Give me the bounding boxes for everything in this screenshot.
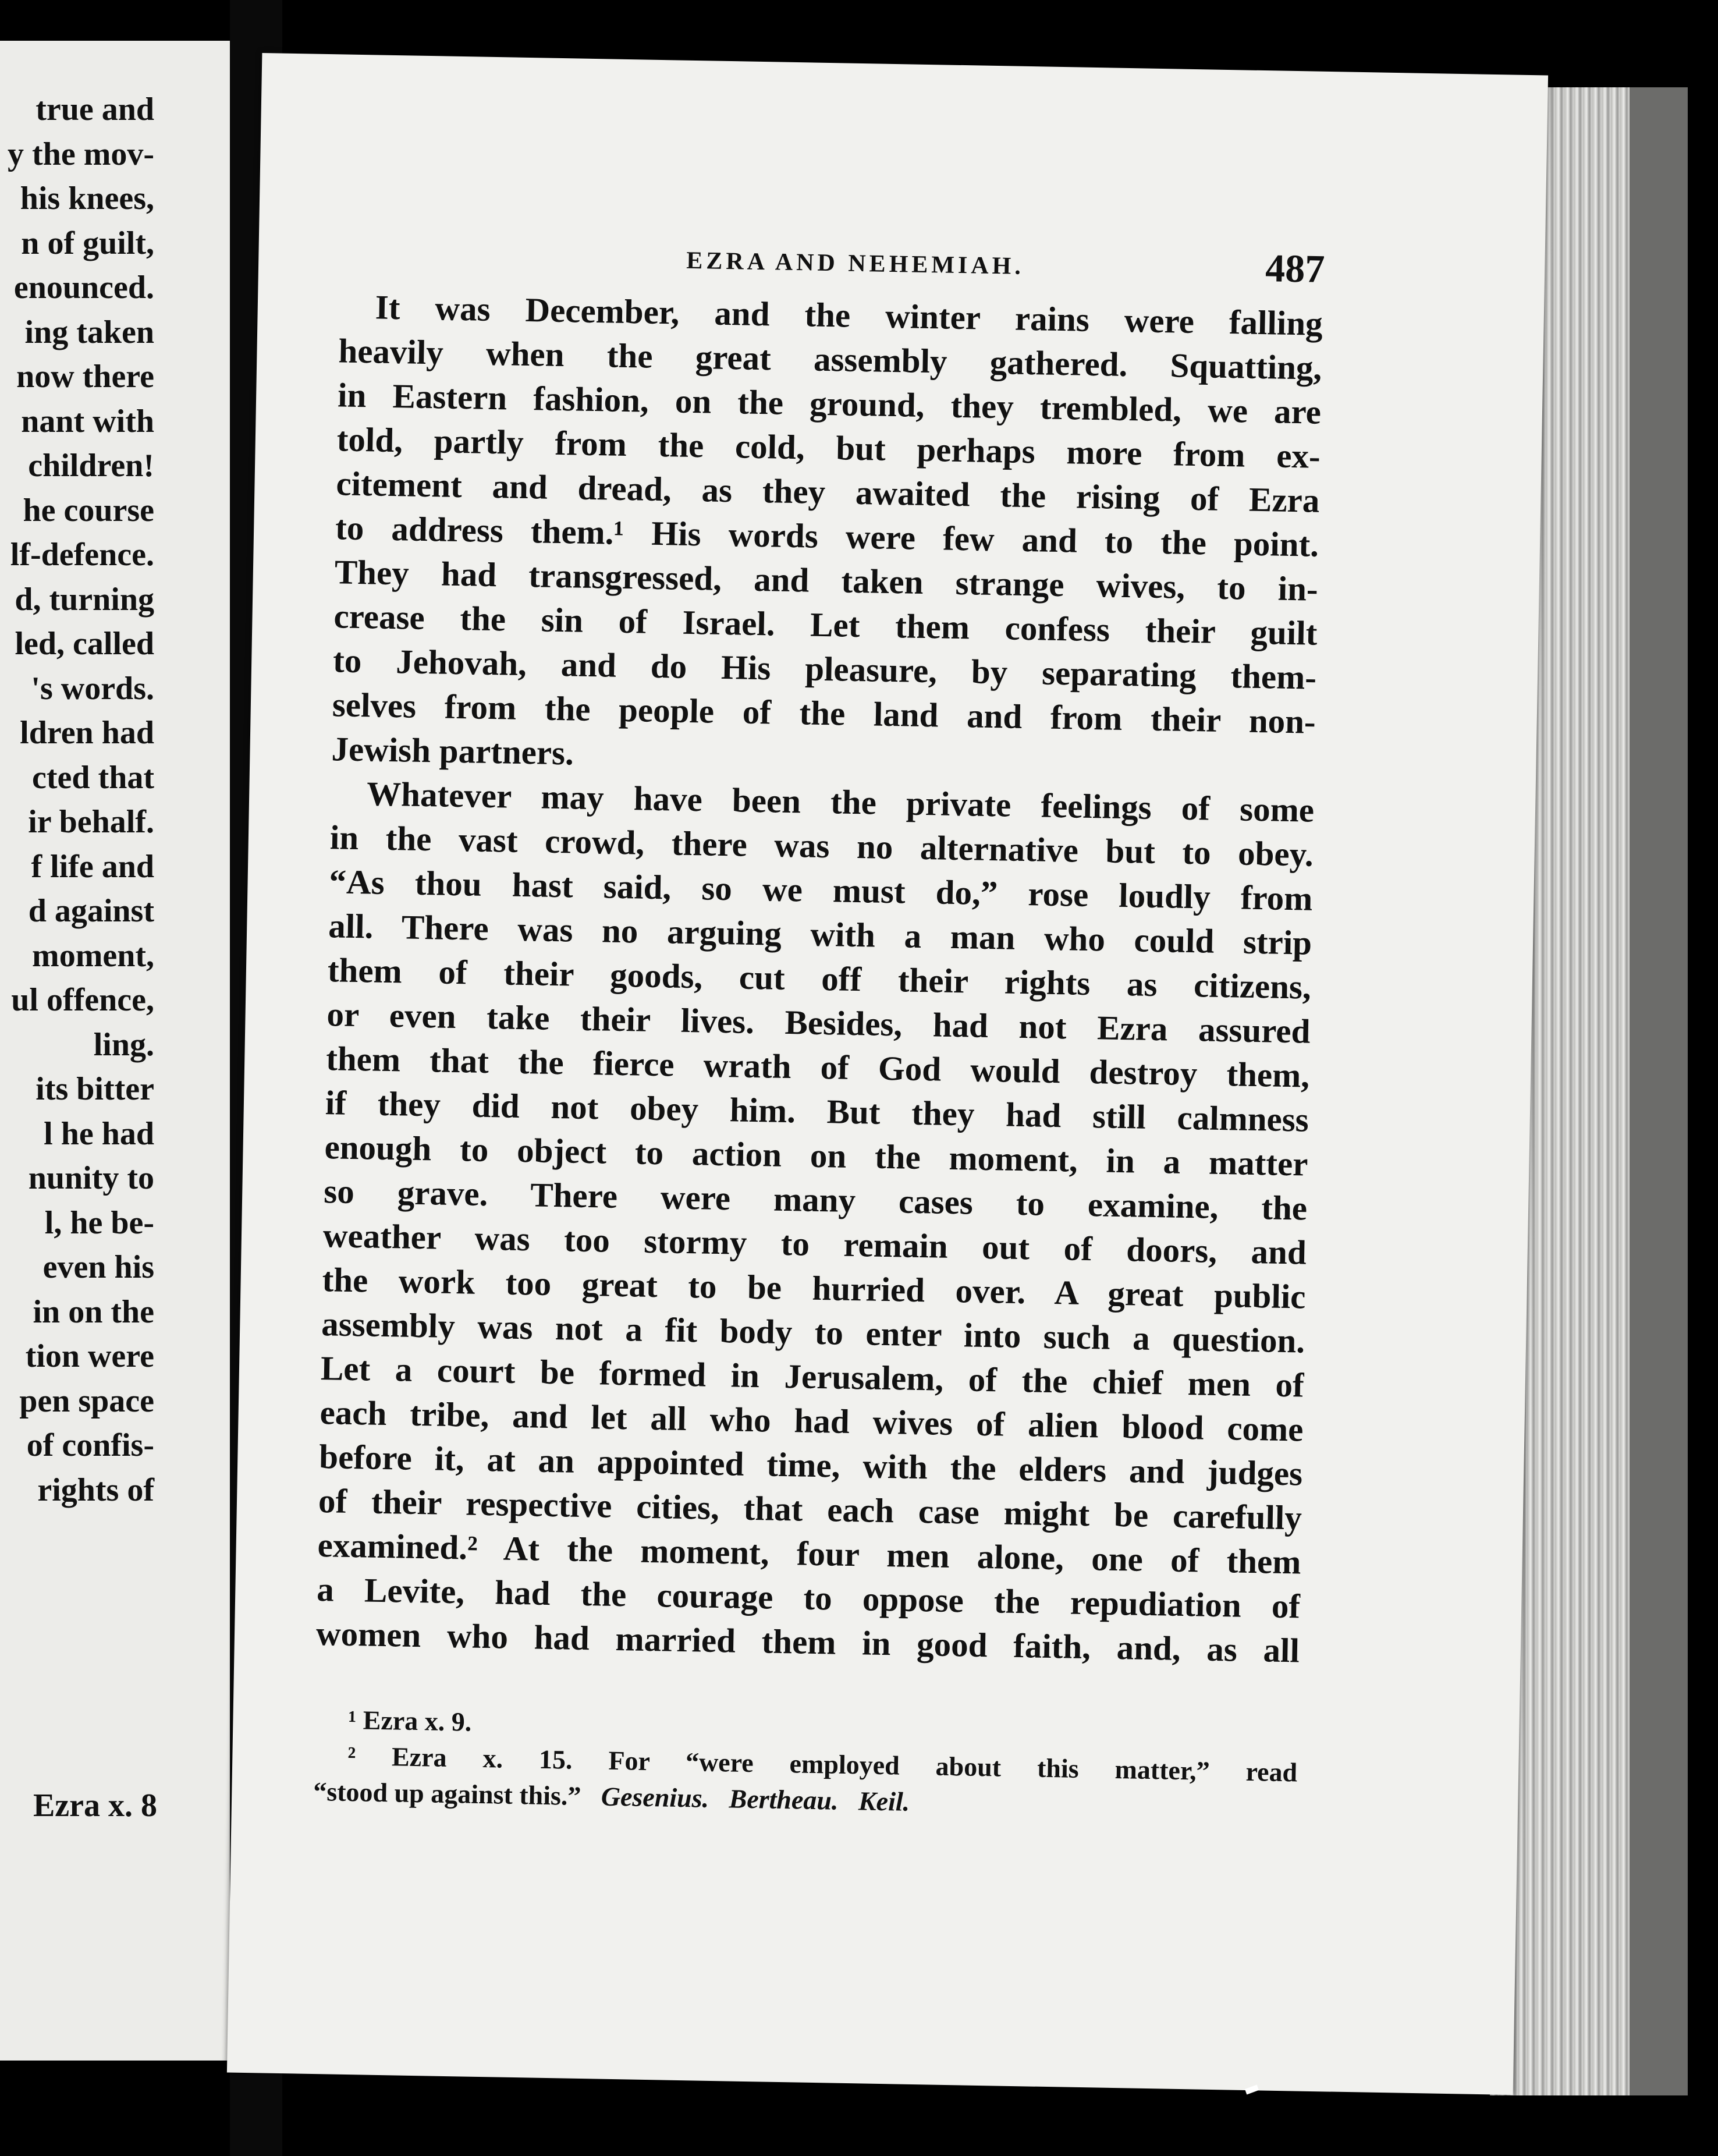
- facing-page-line: nunity to: [28, 1160, 154, 1196]
- text-line: citement and dread, as they awaited the rising of Ezra: [335, 464, 1320, 520]
- facing-page-line: nant with: [21, 403, 154, 439]
- facing-page-line: in on the: [33, 1293, 154, 1330]
- facing-page-line: its bitter: [36, 1071, 154, 1107]
- facing-page-line: enounced.: [13, 270, 154, 306]
- body-text: [315, 284, 1323, 1672]
- text-line: Jewish partners.: [331, 729, 574, 772]
- text-line: them that the fierce wrath of God would destroy them,: [325, 1039, 1310, 1095]
- facing-page-line: ldren had: [20, 715, 154, 751]
- book-page: [227, 53, 1548, 2095]
- facing-page-line: he course: [23, 492, 154, 529]
- text-line: heavily when the great assembly gathered. Squatting,: [338, 331, 1322, 387]
- facing-page: [0, 41, 230, 2061]
- facing-page-line: ing taken: [24, 314, 154, 350]
- text-line: examined.² At the moment, four men alone, one of them: [317, 1526, 1302, 1581]
- facing-page-line: moment,: [32, 937, 154, 974]
- facing-page-line: d, turning: [15, 581, 154, 618]
- text-line: weather was too stormy to remain out of doors, and: [322, 1216, 1307, 1272]
- text-line: or even take their lives. Besides, had not Ezra assured: [326, 995, 1311, 1051]
- text-line: crease the sin of Israel. Let them confess their guilt: [333, 597, 1318, 653]
- footnote-1: ¹ Ezra x. 9.: [348, 1705, 472, 1737]
- facing-page-line: ling.: [93, 1026, 154, 1063]
- facing-page-line: ul offence,: [11, 982, 154, 1018]
- text-line: all. There was no arguing with a man who could strip: [328, 906, 1312, 962]
- facing-page-footnote: Ezra x. 8: [33, 1788, 157, 1824]
- footnotes: [313, 1701, 1298, 1827]
- text-line: “As thou hast said, so we must do,” rose loudly from: [329, 862, 1313, 918]
- running-head: EZRA AND NEHEMIAH.: [686, 247, 1025, 280]
- citation-gesenius: Gesenius.: [601, 1781, 709, 1813]
- facing-page-line: tion were: [25, 1338, 154, 1374]
- book-fore-edge-shadow: [1630, 87, 1688, 2095]
- facing-page-line: pen space: [19, 1382, 154, 1419]
- facing-page-line: cted that: [32, 759, 154, 796]
- text-line: Whatever may have been the private feelings of some: [366, 774, 1315, 829]
- text-line: told, partly from the cold, but perhaps more from ex-: [336, 420, 1321, 476]
- facing-page-line: now there: [16, 359, 154, 395]
- text-line: to Jehovah, and do His pleasure, by separating them-: [332, 641, 1317, 697]
- text-line: They had transgressed, and taken strange wives, to in-: [334, 552, 1319, 608]
- text-line: Let a court be formed in Jerusalem, of the chief men of: [320, 1349, 1305, 1405]
- text-line: of their respective cities, that each case might be carefully: [318, 1481, 1302, 1537]
- text-line: It was December, and the winter rains were falling: [375, 288, 1323, 343]
- facing-page-line: of confis-: [26, 1427, 154, 1463]
- text-line: a Levite, had the courage to oppose the repudiation of: [316, 1570, 1301, 1626]
- text-line: selves from the people of the land and from their non-: [332, 685, 1316, 741]
- facing-page-line: f life and: [31, 848, 154, 885]
- facing-page-line: n of guilt,: [21, 225, 154, 261]
- text-line: before it, at an appointed time, with the elders and judges: [318, 1437, 1303, 1493]
- footnote-2-text: “stood up against this.”: [313, 1776, 581, 1811]
- footnote-2: ² Ezra x. 15. For “were employed about this matter,” read: [347, 1740, 1298, 1788]
- facing-page-line: 's words.: [31, 670, 154, 707]
- text-line: enough to object to action on the moment, in a matter: [324, 1127, 1308, 1183]
- facing-page-line: even his: [42, 1249, 154, 1285]
- text-line: in Eastern fashion, on the ground, they trembled, we are: [337, 375, 1322, 431]
- facing-page-line: true and: [36, 91, 154, 127]
- facing-page-line: y the mov-: [8, 136, 154, 172]
- facing-page-line: d against: [28, 893, 154, 929]
- text-line: assembly was not a fit body to enter into such a question.: [321, 1304, 1305, 1360]
- text-line: each tribe, and let all who had wives of alien blood come: [320, 1393, 1304, 1449]
- text-line: women who had married them in good faith, and, as all: [315, 1614, 1300, 1670]
- text-line: in the vast crowd, there was no alternative but to obey.: [329, 818, 1314, 874]
- facing-page-line: rights of: [37, 1471, 154, 1508]
- facing-page-line: children!: [28, 448, 154, 484]
- text-line: so grave. There were many cases to examine, the: [323, 1172, 1308, 1228]
- citation-bertheau: Bertheau.: [729, 1783, 839, 1815]
- facing-page-line: ir behalf.: [28, 804, 154, 840]
- citation-keil: Keil.: [858, 1786, 910, 1817]
- text-line: to address them.¹ His words were few and to the point.: [335, 508, 1319, 564]
- text-line: the work too great to be hurried over. A great public: [322, 1260, 1307, 1316]
- text-line: if they did not obey him. But they had still calmness: [325, 1083, 1309, 1139]
- facing-page-line: l he had: [44, 1115, 154, 1152]
- facing-page-line: his knees,: [20, 180, 154, 217]
- page-number: 487: [1265, 246, 1325, 291]
- text-line: them of their goods, cut off their rights as citizens,: [327, 951, 1312, 1006]
- facing-page-line: led, called: [15, 626, 154, 662]
- facing-page-line: l, he be-: [44, 1204, 154, 1241]
- facing-page-line: lf-defence.: [10, 537, 154, 573]
